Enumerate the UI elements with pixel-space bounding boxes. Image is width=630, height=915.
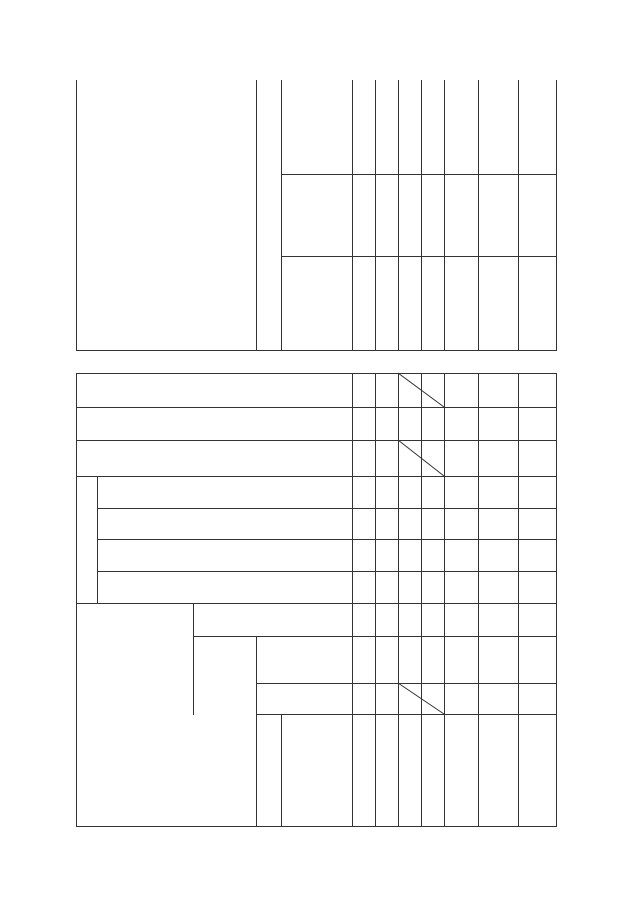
table-rule (352, 80, 353, 351)
table-rule (398, 80, 399, 351)
table-rule (76, 603, 557, 604)
table-rule (556, 80, 557, 351)
table-rule (193, 636, 557, 637)
table-rule (478, 373, 479, 827)
table-rule (444, 80, 445, 351)
table-rule (256, 683, 557, 684)
table-rule (97, 476, 98, 604)
table-rule (256, 714, 557, 715)
table-rule (421, 80, 422, 351)
table-rule (478, 80, 479, 351)
table-rule (281, 256, 557, 257)
table-rule (76, 440, 557, 441)
table-rule (256, 636, 257, 827)
table-rule (97, 508, 557, 509)
table-rule (76, 80, 77, 351)
table-rule (256, 80, 257, 351)
table-rule (421, 373, 422, 827)
table-rule (556, 373, 557, 827)
table-rule (281, 714, 282, 827)
table-rule (281, 174, 557, 175)
table-rule (352, 373, 353, 827)
table-rule (97, 539, 557, 540)
table-top-border (76, 373, 557, 374)
table-rule (375, 373, 376, 827)
table-rule (193, 603, 194, 715)
table-rule (398, 373, 399, 827)
table-rule (76, 476, 557, 477)
table-rule (281, 80, 282, 351)
table-bottom-border (76, 350, 557, 351)
table-rule (444, 373, 445, 827)
table-bottom-border (76, 826, 557, 827)
table-rule (76, 373, 77, 827)
table-rule (97, 571, 557, 572)
table-rule (518, 80, 519, 351)
table-rule (518, 373, 519, 827)
table-rule (76, 407, 557, 408)
table-rule (375, 80, 376, 351)
